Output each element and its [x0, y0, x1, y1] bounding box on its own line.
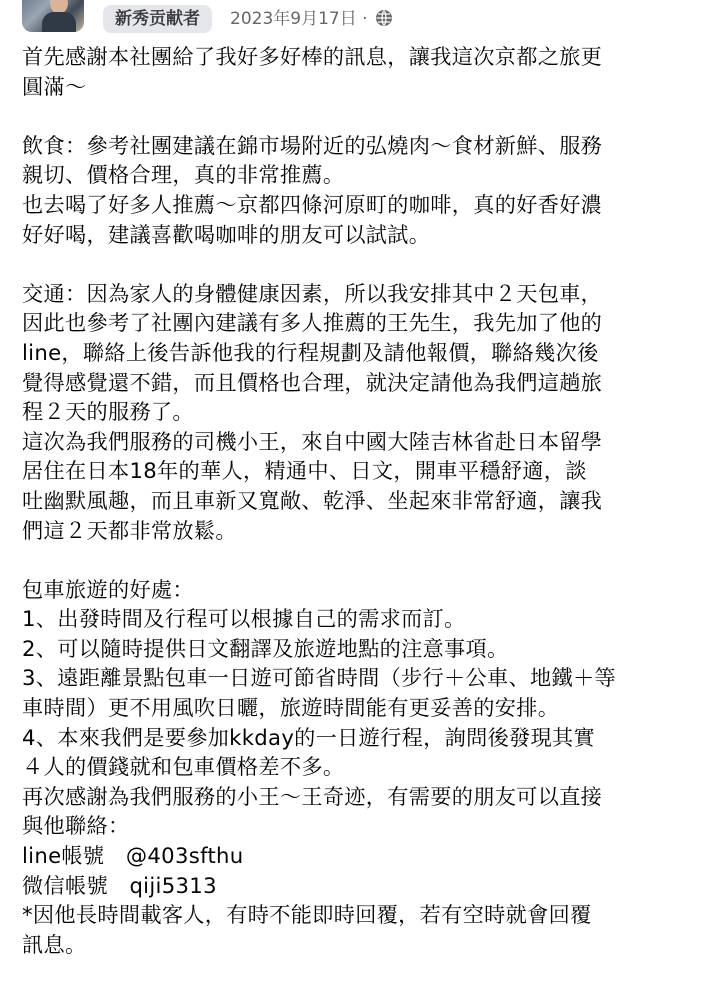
- post-text-line: 們這２天都非常放鬆。: [22, 517, 237, 543]
- post-text-line: 因此也參考了社團內建議有多人推薦的王先生，我先加了他的: [22, 310, 603, 336]
- post-text-line: 好好喝，建議喜歡喝咖啡的朋友可以試試。: [22, 221, 431, 247]
- post-text-line: 訊息。: [22, 931, 87, 957]
- post-text-line: 與他聯絡：: [22, 813, 130, 839]
- post-text-line: line帳號 @403sfthu: [22, 843, 244, 869]
- post-text-line: 首先感謝本社團給了我好多好棒的訊息，讓我這次京都之旅更: [22, 44, 603, 69]
- post-text-line: 3、遠距離景點包車一日遊可節省時間（步行＋公車、地鐵＋等: [22, 665, 616, 691]
- post-text-line: ４人的價錢就和包車價格差不多。: [22, 754, 345, 780]
- post-date[interactable]: 2023年9月17日: [230, 9, 357, 29]
- post-meta: [230, 5, 393, 33]
- post-text-line: line，聯絡上後告訴他我的行程規劃及請他報價，聯絡幾次後: [22, 339, 599, 365]
- post-text-line: 微信帳號 qiji5313: [22, 872, 217, 898]
- avatar[interactable]: [22, 0, 84, 32]
- post-text-line: 車時間）更不用風吹日曬，旅遊時間能有更妥善的安排。: [22, 695, 560, 721]
- avatar-body: [42, 12, 76, 32]
- post-text-line: 程２天的服務了。: [22, 399, 194, 425]
- post-text-line: *因他長時間載客人，有時不能即時回覆，若有空時就會回覆: [22, 902, 592, 928]
- post-text-line: 圓滿～: [22, 73, 87, 99]
- post-text-line: 交通：因為家人的身體健康因素，所以我安排其中２天包車，: [22, 280, 603, 306]
- post-text-line: 親切、價格合理，真的非常推薦。: [22, 162, 345, 188]
- author-badge[interactable]: 新秀贡献者: [103, 5, 212, 33]
- post-text-line: 也去喝了好多人推薦～京都四條河原町的咖啡，真的好香好濃: [22, 191, 603, 217]
- post-text-line: 居住在日本18年的華人，精通中、日文，開車平穩舒適，談: [22, 458, 587, 484]
- post-blank-line: [22, 101, 712, 131]
- post-text-line: 1、出發時間及行程可以根據自己的需求而訂。: [22, 606, 466, 632]
- post-header: [0, 0, 723, 40]
- post-text-line: 再次感謝為我們服務的小王～王奇迹，有需要的朋友可以直接: [22, 783, 603, 809]
- post-text-line: 2、可以隨時提供日文翻譯及旅遊地點的注意事項。: [22, 635, 509, 661]
- post-body: [22, 42, 712, 959]
- post-text-line: 覺得感覺還不錯，而且價格也合理，就決定請他為我們這趟旅: [22, 369, 603, 395]
- post-text-line: 飲食：參考社團建議在錦市場附近的弘燒肉～食材新鮮、服務: [22, 132, 603, 158]
- meta-separator: ·: [362, 9, 368, 29]
- post-text-line: 這次為我們服務的司機小王，來自中國大陸吉林省赴日本留學: [22, 428, 603, 454]
- post-text-line: 4、本來我們是要參加kkday的一日遊行程，詢問後發現其實: [22, 724, 596, 750]
- post-blank-line: [22, 249, 712, 279]
- globe-icon[interactable]: [375, 9, 393, 27]
- post-text-line: 吐幽默風趣，而且車新又寬敞、乾淨、坐起來非常舒適，讓我: [22, 487, 603, 513]
- post-blank-line: [22, 545, 712, 575]
- post-text-line: 包車旅遊的好處：: [22, 576, 194, 602]
